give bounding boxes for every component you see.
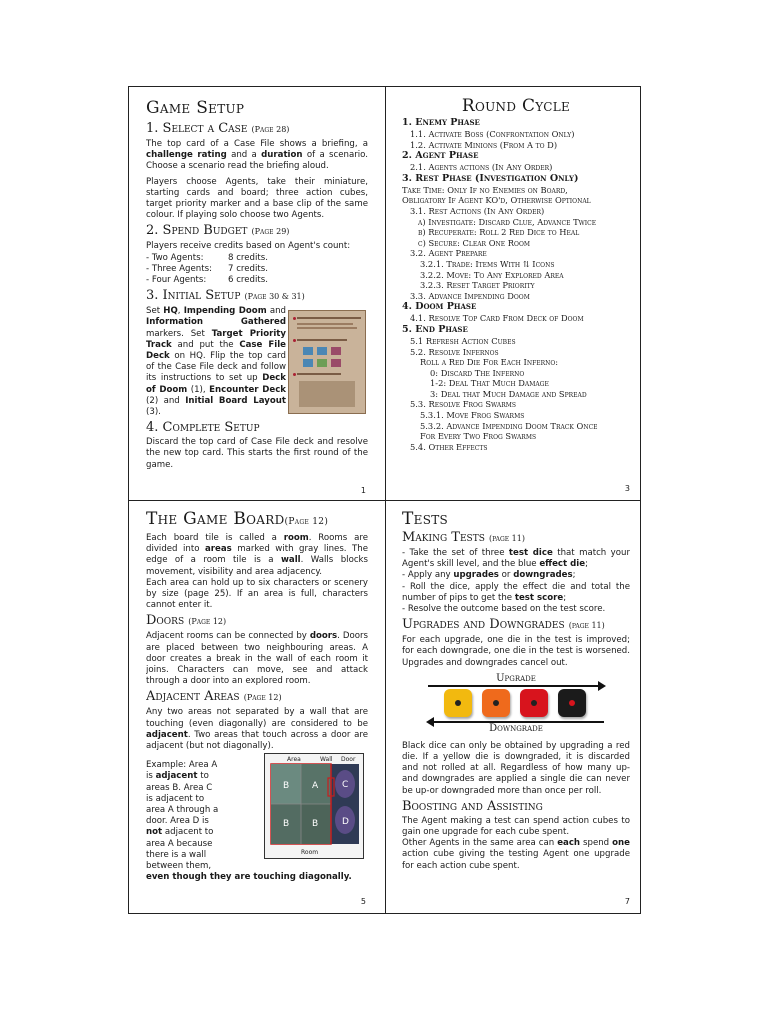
- paragraph: Players choose Agents, take their miniature, starting cards and board; three action cubes, target priority marker and a base clip of the same colour. If playing solo choose two Agents.: [146, 176, 368, 221]
- page-title: Tests: [402, 509, 449, 529]
- die-icon: [520, 689, 548, 717]
- phase-step: 3.2.2. Move: To Any Explored Area: [420, 269, 564, 280]
- section-title: Making Tests (page 11): [402, 530, 525, 545]
- paragraph: Players receive credits based on Agent's count:: [146, 241, 351, 252]
- phase-step: Take Time: Only If no Enemies on Board,: [402, 184, 568, 195]
- phase-step: 3.3. Advance Impending Doom: [410, 290, 530, 301]
- example-line: is adjacent to: [146, 793, 205, 804]
- page-title: Round Cycle: [461, 96, 571, 116]
- round-cycle-list: [402, 117, 630, 452]
- list-item: - Resolve the outcome based on the test score.: [402, 604, 606, 615]
- phase-heading: 3. Rest Phase (Investigation Only): [402, 172, 579, 184]
- arrow-right-icon: [598, 681, 606, 691]
- list-item: - Roll the dice, apply the effect die and total the number of pips to get the test score;: [402, 581, 630, 603]
- downgrade-label: Downgrade: [489, 722, 543, 734]
- phase-step: 3.1. Rest Actions (In Any Order): [410, 205, 545, 216]
- section-title: 3. Initial Setup (Page 30 & 31): [146, 288, 305, 304]
- area-label: Area: [287, 756, 301, 763]
- phase-step: a) Investigate: Discard Clue, Advance Twice: [418, 216, 597, 227]
- page-title: The Game Board(Page 12): [146, 509, 329, 529]
- example-line: there is a wall: [146, 849, 207, 860]
- rulebook-sheet: [128, 86, 641, 914]
- paragraph: Discard the top card of Case File deck and resolve the new top card. This starts the first round of the game.: [146, 437, 368, 470]
- page-tests: [402, 508, 630, 908]
- phase-step: 5.1 Refresh Action Cubes: [410, 335, 516, 346]
- phase-step: 1.2. Activate Minions (From A to D): [410, 139, 558, 150]
- phase-step: 1.1. Activate Boss (Confrontation Only): [410, 129, 575, 139]
- phase-step: 2.1. Agents actions (In Any Order): [410, 162, 553, 173]
- phase-step: 5.2. Resolve Infernos: [410, 346, 499, 357]
- page-number: 5: [360, 897, 366, 906]
- phase-step: 4.1. Resolve Top Card From Deck of Doom: [410, 313, 584, 324]
- making-tests-list: [402, 548, 630, 615]
- phase-step: 3.2.1. Trade: Items With ⇅ Icons: [420, 258, 555, 269]
- budget-list: - Two Agents: 8 credits. - Three Agents: 7 credits. - Four Agents: 6 credits.: [146, 252, 268, 286]
- list-item: - Apply any upgrades or downgrades;: [402, 570, 576, 581]
- area-a-label: A: [312, 781, 319, 791]
- door-label: Door: [341, 756, 356, 763]
- dice-upgrade-diagram: [426, 673, 606, 735]
- area-b-label: B: [283, 781, 290, 791]
- page-title: Game Setup: [146, 98, 245, 118]
- phase-step: 3.2. Agent Prepare: [410, 248, 487, 259]
- setup-card-image: [288, 310, 366, 414]
- paragraph: Each area can hold up to six characters or scenery by size (page 25). If an area is full, characters cannot enter it.: [146, 577, 368, 611]
- page-number: 7: [624, 897, 630, 906]
- example-line: door. Area D is: [146, 816, 209, 827]
- die-icon: [444, 689, 472, 717]
- example-line: area A through a: [146, 805, 219, 816]
- section-title: 1. Select a Case (Page 28): [146, 121, 290, 136]
- phase-step: c) Secure: Clear One Room: [418, 237, 531, 248]
- die-icon: [558, 689, 586, 717]
- phase-step: Obligatory If Agent KO'd, Otherwise Optional: [402, 195, 591, 206]
- phase-step: 5.3. Resolve Frog Swarms: [410, 399, 517, 410]
- page-game-setup: [146, 97, 368, 497]
- phase-heading: 5. End Phase: [402, 323, 468, 335]
- die-icon: [482, 689, 510, 717]
- section-title: Upgrades and Downgrades (page 11): [402, 617, 605, 633]
- row-divider: [129, 500, 640, 501]
- paragraph: Each board tile is called a room. Rooms are divided into areas marked with gray lines. The edge of a room tile is a wall. Walls blocks movement, visibility and area adjacency.: [146, 533, 368, 577]
- paragraph: Any two areas not separated by a wall that are touching (even diagonally) are considered to be adjacent. Two areas that touch across a door are adjacent (but not diagonally).: [146, 707, 368, 752]
- example-line: between them,: [146, 861, 212, 872]
- page-round-cycle: [402, 95, 630, 495]
- phase-step: Roll a Red Die For Each Inferno:: [420, 357, 559, 368]
- section-title: 2. Spend Budget (Page 29): [146, 223, 290, 239]
- area-b2-label: B: [283, 819, 290, 829]
- phase-step: 5.3.2. Advance Impending Doom Track Once: [420, 420, 598, 431]
- example-line: areas B. Area C: [146, 782, 213, 793]
- area-b3-label: B: [312, 819, 319, 829]
- board-example-image: [264, 753, 364, 859]
- phase-step: b) Recuperate: Roll 2 Red Dice to Heal: [418, 227, 580, 238]
- phase-step: 1-2: Deal That Much Damage: [430, 378, 549, 389]
- wall-label: Wall: [320, 756, 333, 763]
- phase-heading: 1. Enemy Phase: [402, 117, 480, 128]
- page-number: 1: [360, 486, 366, 495]
- paragraph: The top card of a Case File shows a briefing, a challenge rating and a duration of a scenario. Choose a scenario read the briefing aloud.: [146, 139, 368, 172]
- phase-step: 3.2.3. Reset Target Priority: [420, 280, 535, 291]
- section-title: Doors (Page 12): [146, 613, 227, 629]
- section-title: Boosting and Assisting: [402, 798, 543, 814]
- upgrade-label: Upgrade: [496, 672, 536, 684]
- example-line: is adjacent to: [146, 771, 209, 782]
- phase-step: For Every Two Frog Swarms: [420, 431, 537, 442]
- phase-step: 5.4. Other Effects: [410, 441, 488, 452]
- phase-heading: 2. Agent Phase: [402, 150, 479, 162]
- paragraph: Black dice can only be obtained by upgrading a red die. If a yellow die is downgraded, it is discarded and not rolled at all. Regardless of how many up- and downgrades are applied a single die can never be up-or downgraded more than once per roll.: [402, 740, 630, 796]
- example-text: [146, 760, 258, 872]
- paragraph: The Agent making a test can spend action cubes to gain one upgrade for each cube spent.: [402, 815, 630, 838]
- section-title: 4. Complete Setup: [146, 420, 260, 436]
- phase-step: 5.3.1. Move Frog Swarms: [420, 410, 525, 421]
- paragraph: Other Agents in the same area can each spend one action cube giving the testing Agent one upgrade for each action cube spent.: [402, 838, 630, 871]
- area-c-label: C: [342, 780, 349, 790]
- example-line: area A because: [146, 838, 213, 849]
- paragraph: For each upgrade, one die in the test is improved; for each downgrade, one die in the test is worsened. Upgrades and downgrades cancel out.: [402, 635, 630, 668]
- phase-step: 3: Deal that Much Damage and Spread: [430, 388, 587, 399]
- paragraph: Set HQ, Impending Doom and Information Gathered markers. Set Target Priority Track and put the Case File Deck on HQ. Flip the top card of the Case File deck and follow its instructions to set up Deck of Doom (1), Encounter Deck (2) and Initial Board Layout (3).: [146, 306, 287, 418]
- list-item: - Take the set of three test dice that match your Agent's skill level, and the blue effect die;: [402, 548, 630, 570]
- phase-step: 0: Discard The Inferno: [430, 367, 525, 378]
- page-number: 3: [624, 484, 630, 493]
- page-game-board: [146, 508, 368, 908]
- room-label: Room: [301, 849, 319, 856]
- paragraph: Adjacent rooms can be connected by doors. Doors are placed between two neighbouring areas. A door creates a break in the wall of each room it joins. Characters can move, see and attack through a door into an explored room.: [146, 631, 368, 687]
- paragraph: even though they are touching diagonally.: [146, 872, 352, 883]
- example-line: not adjacent to: [146, 827, 214, 838]
- example-line: Example: Area A: [146, 760, 218, 771]
- phase-heading: 4. Doom Phase: [402, 301, 477, 313]
- section-title: Adjacent Areas (Page 12): [146, 689, 282, 705]
- area-d-label: D: [342, 817, 349, 827]
